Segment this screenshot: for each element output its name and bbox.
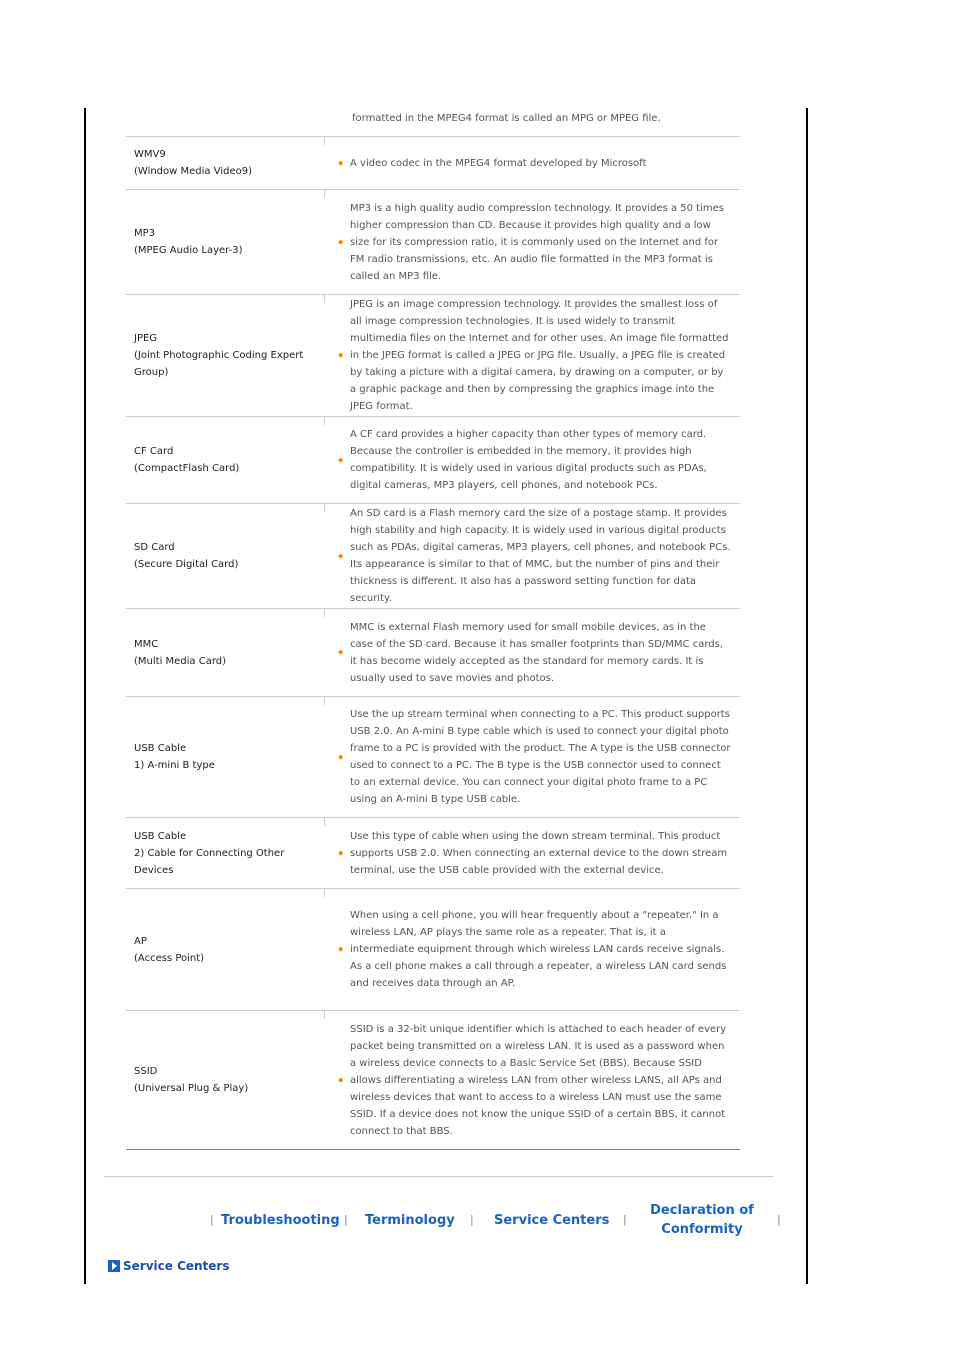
service-centers-bottom-link[interactable] xyxy=(108,1259,230,1273)
description-text: SSID is a 32-bit unique identifier which is attached to each header of every packet being transmitted on a wireless LAN. It is used as a password when a wireless device connects to a Basic Service Set (BBS). Because SSID allows differentiating a wireless LAN from other wireless LANS, all APs and wireless devices that want to access to a wireless LAN must use the same SSID. If a device does not know the unique SSID of a certain BBS, it cannot connect to that BBS. xyxy=(350,1023,727,1137)
nav-separator: | xyxy=(777,1213,781,1226)
term-label: USB Cable 1) A-mini B type xyxy=(134,743,215,771)
description-text: A video codec in the MPEG4 format developed by Microsoft xyxy=(350,157,647,169)
table-row xyxy=(126,817,740,888)
terminology-table xyxy=(126,100,740,1150)
term-label: USB Cable 2) Cable for Connecting Other Devices xyxy=(134,830,285,876)
term-label: CF Card (CompactFlash Card) xyxy=(134,446,240,474)
term-cell xyxy=(126,697,324,817)
table-row xyxy=(126,189,740,294)
service-centers-label: Service Centers xyxy=(123,1259,230,1273)
term-cell xyxy=(126,889,324,1010)
table-row xyxy=(126,608,740,696)
table-row xyxy=(126,888,740,1010)
nav-separator: | xyxy=(623,1213,627,1226)
description-cell xyxy=(324,818,740,888)
declaration-line-2: Conformity xyxy=(661,1222,743,1237)
description-cell xyxy=(324,190,740,294)
description-text: An SD card is a Flash memory card the size of a postage stamp. It provides high stability and high capacity. It is widely used in various digital products such as PDAs, digital cameras, MP3 players, cell phones, and notebook PCs. Its appearance is similar to that of MMC, but the number of pins and their thickness is different. It also has a password setting function for data security. xyxy=(350,508,731,604)
bullet-diamond-icon: ◆ xyxy=(338,945,344,953)
term-label: JPEG (Joint Photographic Coding Expert Group) xyxy=(134,333,304,378)
bullet-diamond-icon: ◆ xyxy=(338,551,344,560)
description-cell xyxy=(324,504,740,608)
declaration-of-conformity-link[interactable] xyxy=(637,1201,767,1239)
declaration-line-1: Declaration of xyxy=(650,1203,754,1218)
term-label: SSID (Universal Plug & Play) xyxy=(134,1066,249,1094)
description-cell xyxy=(324,609,740,696)
bullet-diamond-icon: ◆ xyxy=(338,648,344,656)
terminology-link[interactable]: Terminology xyxy=(365,1213,455,1228)
term-label: AP (Access Point) xyxy=(134,935,205,964)
right-frame-border xyxy=(806,108,808,1284)
description-cell xyxy=(324,697,740,817)
left-frame-border xyxy=(84,108,86,1284)
description-cell xyxy=(324,889,740,1010)
footer-separator xyxy=(104,1176,773,1177)
table-row xyxy=(126,1010,740,1149)
nav-separator: | xyxy=(210,1213,214,1226)
term-cell xyxy=(126,609,324,696)
term-label: WMV9 (Window Media Video9) xyxy=(134,149,253,177)
nav-separator: | xyxy=(470,1213,474,1226)
arrow-right-icon xyxy=(108,1260,120,1272)
term-label: MP3 (MPEG Audio Layer-3) xyxy=(134,228,243,256)
description-text: Use this type of cable when using the down stream terminal. This product supports USB 2.0. When connecting an external device to the down stream terminal, use the USB cable provided with the external device. xyxy=(350,830,728,876)
description-text: A CF card provides a higher capacity than other types of memory card. Because the controller is embedded in the memory, it provides high compatibility. It is widely used in various digital products such as PDAs, digital cameras, MP3 players, cell phones, and notebook PCs. xyxy=(350,429,707,491)
service-centers-link[interactable]: Service Centers xyxy=(494,1213,610,1228)
bullet-diamond-icon: ◆ xyxy=(338,351,344,359)
bullet-diamond-icon: ◆ xyxy=(338,848,344,857)
table-row xyxy=(126,696,740,817)
footer-navigation xyxy=(0,1200,954,1242)
description-cell xyxy=(324,417,740,503)
description-text: MP3 is a high quality audio compression technology. It provides a 50 times higher compression than CD. Because it provides high quality and a low size for its compression ratio, it is commonly used on the Internet and for FM radio transmissions, etc. An audio file formatted in the MP3 format is called an MP3 file. xyxy=(350,202,724,282)
description-text: When using a cell phone, you will hear frequently about a "repeater." In a wireless LAN, AP plays the same role as a repeater. That is, it a intermediate equipment through which wireless LAN cards receive signals. As a cell phone makes a call through a repeater, a wireless LAN card sends and receives data through an AP. xyxy=(350,910,727,989)
term-cell xyxy=(126,504,324,608)
term-cell xyxy=(126,295,324,416)
bullet-diamond-icon: ◆ xyxy=(338,1075,344,1084)
bullet-diamond-icon: ◆ xyxy=(338,455,344,464)
term-label: MMC (Multi Media Card) xyxy=(134,638,227,667)
description-text: MMC is external Flash memory used for small mobile devices, as in the case of the SD card. Because it has smaller footprints than SD/MMC cards, it has become widely accepted as the standard for memory cards. It is usually used to save movies and photos. xyxy=(350,621,723,684)
table-end-line xyxy=(126,1149,740,1150)
term-cell xyxy=(126,137,324,189)
table-row xyxy=(126,294,740,416)
description-text: Use the up stream terminal when connecting to a PC. This product supports USB 2.0. An A-mini B type cable which is used to connect your digital photo frame to a PC is provided with the product. The A type is the USB connector used to connect to a PC. The B type is the USB connector used to connect to an external device. You can connect your digital photo frame to a PC using an A-mini B type USB cable. xyxy=(350,709,731,805)
term-cell xyxy=(126,417,324,503)
bullet-diamond-icon: ◆ xyxy=(338,752,344,761)
term-rows xyxy=(126,136,740,1149)
term-cell xyxy=(126,1011,324,1149)
description-text: JPEG is an image compression technology. It provides the smallest loss of all image compression technologies. It is used widely to transmit multimedia files on the Internet and for other uses. An image file formatted in the JPEG format is called a JPEG or JPG file. Usually, a JPEG file is created by taking a picture with a digital camera, by drawing on a computer, or by a graphic package and then by compressing the graphics image into the JPEG format. xyxy=(350,299,729,412)
bullet-diamond-icon: ◆ xyxy=(338,237,344,246)
troubleshooting-link[interactable]: Troubleshooting xyxy=(221,1213,340,1228)
table-row xyxy=(126,503,740,608)
table-row xyxy=(126,136,740,189)
description-cell xyxy=(324,1011,740,1149)
bullet-diamond-icon: ◆ xyxy=(338,158,344,167)
table-row xyxy=(126,416,740,503)
description-cell xyxy=(324,295,740,416)
nav-separator: | xyxy=(344,1213,348,1226)
description-cell xyxy=(324,137,740,189)
continued-description: formatted in the MPEG4 format is called an MPG or MPEG file. xyxy=(352,113,661,124)
term-label: SD Card (Secure Digital Card) xyxy=(134,542,239,570)
term-cell xyxy=(126,818,324,888)
term-cell xyxy=(126,190,324,294)
